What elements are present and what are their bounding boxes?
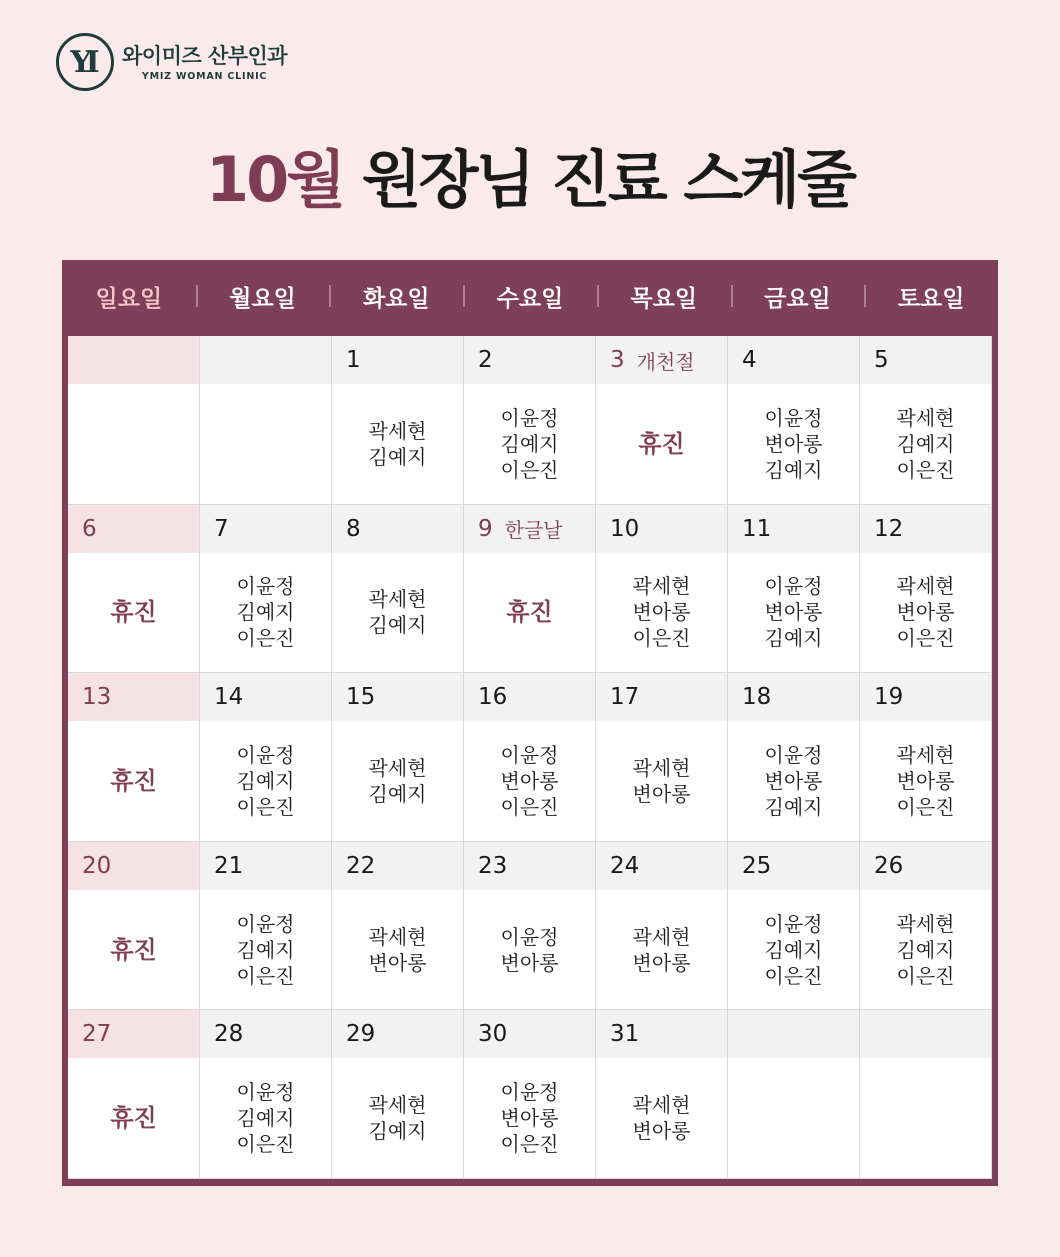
doctor-name: 이윤정 [236,911,295,936]
calendar-day-cell [860,673,992,842]
calendar-day-cell [332,336,464,505]
day-number-bar [200,336,331,384]
calendar-day-cell [200,505,332,674]
doctor-name: 김예지 [764,794,823,819]
doctor-name: 변아롱 [764,768,823,793]
day-number-bar [728,673,859,721]
day-schedule [464,721,595,841]
day-schedule [860,1058,991,1178]
day-schedule [728,553,859,673]
calendar-day-cell [860,842,992,1011]
doctor-name: 곽세현 [632,924,691,949]
calendar-day-cell [200,842,332,1011]
schedule-calendar [62,260,998,1186]
doctor-name: 이은진 [896,794,955,819]
logo-text [122,43,287,82]
doctor-name: 이윤정 [764,911,823,936]
doctor-name: 곽세현 [632,1093,691,1118]
doctor-name: 이윤정 [500,1080,559,1105]
day-number-bar [860,842,991,890]
calendar-day-cell [464,842,596,1011]
holiday-name: 개천절 [636,349,695,374]
day-schedule [68,890,199,1010]
day-number-bar [332,336,463,384]
day-number-bar [200,505,331,553]
doctor-name: 이은진 [896,457,955,482]
day-number: 7 [214,515,229,542]
day-number-bar [860,336,991,384]
day-number: 5 [874,347,889,373]
doctor-name: 이은진 [896,626,955,651]
day-schedule [332,553,463,673]
day-number-bar [464,505,595,553]
calendar-day-cell [200,1010,332,1179]
day-number: 25 [742,852,772,879]
day-number-bar [860,1010,991,1058]
doctor-name: 이윤정 [764,574,823,599]
doctor-name: 변아롱 [500,950,559,975]
calendar-grid [68,336,992,1179]
doctor-name: 이은진 [764,963,823,988]
weekday-label: 수요일 [463,260,597,332]
day-number: 18 [742,684,772,711]
doctor-name: 이은진 [500,794,559,819]
day-number: 31 [610,1021,640,1048]
day-schedule [464,1058,595,1178]
calendar-day-cell [596,505,728,674]
doctor-name: 변아롱 [764,431,823,456]
day-schedule [464,384,595,504]
day-schedule [68,1058,199,1178]
doctor-name: 곽세현 [632,755,691,780]
day-number: 14 [214,684,244,711]
clinic-logo [56,33,287,91]
doctor-name: 변아롱 [632,781,691,806]
calendar-day-cell [332,505,464,674]
calendar-day-cell [68,336,200,505]
day-number: 17 [610,684,640,711]
day-number-bar [68,1010,199,1058]
doctor-name: 이윤정 [500,742,559,767]
day-number-bar [200,1010,331,1058]
day-schedule [200,890,331,1010]
doctor-name: 이윤정 [236,574,295,599]
doctor-name: 변아롱 [764,600,823,625]
day-number: 21 [214,852,244,879]
doctor-name: 김예지 [368,613,427,638]
doctor-name: 김예지 [764,457,823,482]
day-number: 28 [214,1021,244,1048]
day-schedule [464,553,595,673]
doctor-name: 김예지 [896,431,955,456]
calendar-day-cell [68,673,200,842]
doctor-name: 김예지 [764,937,823,962]
day-number-bar [464,673,595,721]
day-number: 1 [346,347,361,373]
doctor-name: 이은진 [500,1132,559,1157]
doctor-name: 곽세현 [896,574,955,599]
doctor-name: 변아롱 [896,768,955,793]
doctor-name: 이은진 [632,626,691,651]
day-number: 19 [874,684,904,711]
calendar-day-cell [596,336,728,505]
doctor-name: 이윤정 [236,1080,295,1105]
calendar-day-cell [860,505,992,674]
day-number-bar [596,336,727,384]
day-number-bar [332,673,463,721]
doctor-name: 곽세현 [896,742,955,767]
doctor-name: 김예지 [236,937,295,962]
doctor-name: 이윤정 [500,405,559,430]
calendar-day-cell [464,673,596,842]
day-number: 26 [874,852,904,879]
day-number-bar [728,1010,859,1058]
doctor-name: 김예지 [368,781,427,806]
weekday-label: 토요일 [864,260,998,332]
doctor-name: 이은진 [236,963,295,988]
day-schedule [728,721,859,841]
calendar-day-cell [596,842,728,1011]
day-number-bar [332,505,463,553]
day-number: 27 [82,1021,112,1048]
day-schedule [596,1058,727,1178]
calendar-day-cell [332,1010,464,1179]
day-number: 13 [82,684,112,711]
calendar-day-cell [728,336,860,505]
day-number-bar [68,842,199,890]
day-number: 6 [82,515,97,542]
day-number: 12 [874,515,904,542]
calendar-day-cell [332,842,464,1011]
holiday-name: 한글날 [504,518,563,543]
doctor-name: 김예지 [236,768,295,793]
doctor-name: 이윤정 [764,405,823,430]
closed-label: 휴진 [110,598,157,627]
closed-label: 휴진 [638,429,685,458]
doctor-name: 변아롱 [896,600,955,625]
calendar-day-cell [728,1010,860,1179]
calendar-day-cell [860,336,992,505]
day-number-bar [596,1010,727,1058]
calendar-day-cell [332,673,464,842]
title-month: 10월 [205,143,344,216]
day-number-bar [728,336,859,384]
title-text: 원장님 진료 스케줄 [343,143,855,216]
doctor-name: 이윤정 [764,742,823,767]
doctor-name: 김예지 [896,937,955,962]
doctor-name: 김예지 [236,600,295,625]
doctor-name: 곽세현 [896,405,955,430]
calendar-day-cell [200,673,332,842]
day-number: 29 [346,1021,376,1048]
day-schedule [200,553,331,673]
calendar-day-cell [200,336,332,505]
day-number-bar [332,1010,463,1058]
day-number-bar [200,842,331,890]
doctor-name: 이윤정 [500,924,559,949]
doctor-name: 곽세현 [368,1093,427,1118]
day-schedule [464,890,595,1010]
day-number: 3 [610,347,625,373]
doctor-name: 곽세현 [632,574,691,599]
day-number: 23 [478,852,508,879]
day-schedule [728,890,859,1010]
day-number-bar [68,336,199,384]
day-schedule [68,553,199,673]
closed-label: 휴진 [110,1104,157,1133]
day-schedule [860,384,991,504]
day-number-bar [728,842,859,890]
day-schedule [728,1058,859,1178]
doctor-name: 이은진 [236,1132,295,1157]
day-number: 24 [610,852,640,879]
calendar-day-cell [596,673,728,842]
weekday-label: 일요일 [95,285,163,312]
doctor-name: 김예지 [236,1106,295,1131]
calendar-day-cell [728,673,860,842]
day-schedule [728,384,859,504]
day-number-bar [860,505,991,553]
day-number-bar [860,673,991,721]
closed-label: 휴진 [506,598,553,627]
day-number-bar [728,505,859,553]
doctor-name: 이윤정 [236,742,295,767]
doctor-name: 김예지 [500,431,559,456]
day-number: 22 [346,852,376,879]
calendar-day-cell [728,505,860,674]
day-schedule [200,1058,331,1178]
doctor-name: 이은진 [896,963,955,988]
doctor-name: 변아롱 [632,600,691,625]
doctor-name: 변아롱 [368,950,427,975]
day-schedule [332,1058,463,1178]
calendar-day-cell [728,842,860,1011]
closed-label: 휴진 [110,766,157,795]
day-schedule [596,721,727,841]
day-schedule [860,890,991,1010]
day-number-bar [464,842,595,890]
weekday-label: 금요일 [731,260,865,332]
closed-label: 휴진 [110,935,157,964]
day-schedule [332,890,463,1010]
doctor-name: 곽세현 [368,755,427,780]
day-number: 30 [478,1021,508,1048]
doctor-name: 이은진 [500,457,559,482]
weekday-label: 월요일 [196,260,330,332]
day-number-bar [596,673,727,721]
day-number-bar [200,673,331,721]
day-number: 2 [478,347,493,373]
day-number: 10 [610,515,640,542]
weekday-label: 화요일 [329,260,463,332]
doctor-name: 이은진 [236,794,295,819]
day-schedule [68,384,199,504]
day-number-bar [596,505,727,553]
day-number: 8 [346,515,361,542]
doctor-name: 곽세현 [368,587,427,612]
calendar-day-cell [464,505,596,674]
doctor-name: 곽세현 [896,911,955,936]
calendar-day-cell [860,1010,992,1179]
day-number-bar [464,1010,595,1058]
doctor-name: 이은진 [236,626,295,651]
day-schedule [332,721,463,841]
doctor-name: 곽세현 [368,924,427,949]
day-schedule [596,384,727,504]
calendar-day-cell [68,842,200,1011]
day-schedule [860,721,991,841]
day-number-bar [68,505,199,553]
calendar-day-cell [68,1010,200,1179]
day-schedule [68,721,199,841]
calendar-day-cell [596,1010,728,1179]
calendar-day-cell [464,336,596,505]
weekday-label: 목요일 [597,260,731,332]
doctor-name: 곽세현 [368,418,427,443]
day-number-bar [68,673,199,721]
day-number: 11 [742,515,772,542]
day-number: 20 [82,852,112,879]
day-schedule [596,553,727,673]
calendar-day-cell [68,505,200,674]
day-number: 4 [742,347,757,373]
clinic-name-korean: 와이미즈 산부인과 [122,43,288,68]
day-number-bar [464,336,595,384]
doctor-name: 김예지 [368,1119,427,1144]
day-schedule [596,890,727,1010]
day-number: 15 [346,684,376,711]
clinic-name-english: YMIZ WOMAN CLINIC [141,70,268,82]
weekday-header [62,260,998,332]
day-number-bar [596,842,727,890]
doctor-name: 변아롱 [500,1106,559,1131]
day-schedule [860,553,991,673]
calendar-day-cell [464,1010,596,1179]
day-number: 16 [478,684,508,711]
day-schedule [200,384,331,504]
doctor-name: 김예지 [764,626,823,651]
day-schedule [200,721,331,841]
doctor-name: 변아롱 [500,768,559,793]
day-number-bar [332,842,463,890]
doctor-name: 김예지 [368,444,427,469]
day-schedule [332,384,463,504]
doctor-name: 변아롱 [632,950,691,975]
logo-mark-icon: YI [56,33,114,91]
doctor-name: 변아롱 [632,1119,691,1144]
day-number: 9 [478,515,493,542]
page-title [0,138,1060,222]
